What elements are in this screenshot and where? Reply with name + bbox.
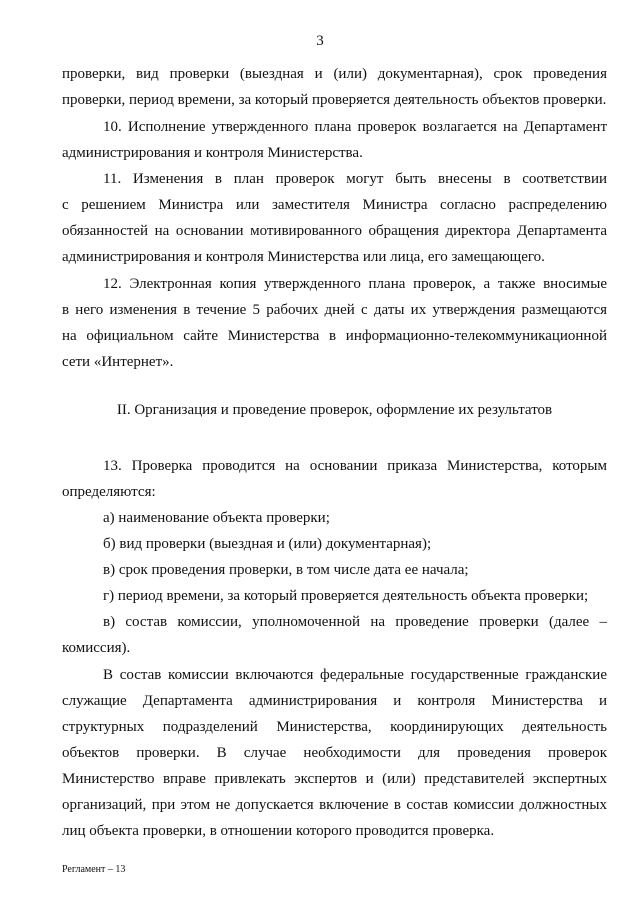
text-line: определяются:	[62, 484, 156, 500]
page-number: 3	[316, 33, 324, 49]
text-line: 13. Проверка проводится на основании приказа Министерства, которым	[103, 458, 607, 474]
text-line: комиссия).	[62, 640, 131, 656]
text-line: обязанностей на основании мотивированного обращения директора Департамента	[62, 223, 607, 239]
text-line: с решением Министра или заместителя Министра согласно распределению	[62, 197, 607, 213]
text-line: Министерство вправе привлекать экспертов и (или) представителей экспертных	[62, 771, 607, 787]
text-line: лиц объекта проверки, в отношении которого проводится проверка.	[62, 823, 495, 839]
list-item: г) период времени, за который проверяется деятельность объекта проверки;	[103, 588, 589, 604]
text-line: организаций, при этом не допускается включение в состав комиссии должностных	[62, 797, 607, 813]
text-line: проверки, период времени, за который проверяется деятельность объектов проверки.	[62, 92, 607, 108]
text-line: В состав комиссии включаются федеральные государственные гражданские	[103, 667, 607, 683]
list-item: б) вид проверки (выездная и (или) документарная);	[103, 536, 432, 552]
text-line: в него изменения в течение 5 рабочих дней с даты их утверждения размещаются	[62, 302, 607, 318]
text-line: администрирования и контроля Министерства.	[62, 145, 363, 161]
text-line: сети «Интернет».	[62, 354, 174, 370]
text-line: 12. Электронная копия утвержденного плана проверок, а также вносимые	[103, 276, 607, 292]
list-item: в) состав комиссии, уполномоченной на проведение проверки (далее –	[103, 614, 607, 630]
list-item: в) срок проведения проверки, в том числе дата ее начала;	[103, 562, 469, 578]
section-heading: II. Организация и проведение проверок, оформление их результатов	[116, 402, 553, 418]
text-line: 11. Изменения в план проверок могут быть внесены в соответствии	[103, 171, 607, 187]
text-line: администрирования и контроля Министерства или лица, его замещающего.	[62, 249, 545, 265]
text-line: проверки, вид проверки (выездная и (или) документарная), срок проведения	[62, 66, 607, 82]
text-line: 10. Исполнение утвержденного плана проверок возлагается на Департамент	[103, 119, 607, 135]
text-line: служащие Департамента администрирования и контроля Министерства и	[62, 693, 607, 709]
text-line: объектов проверки. В случае необходимости для проведения проверок	[62, 745, 607, 761]
text-line: на официальном сайте Министерства в информационно-телекоммуникационной	[62, 328, 607, 344]
footer-note: Регламент – 13	[62, 864, 126, 875]
list-item: а) наименование объекта проверки;	[103, 510, 330, 526]
text-line: структурных подразделений Министерства, координирующих деятельность	[62, 719, 607, 735]
